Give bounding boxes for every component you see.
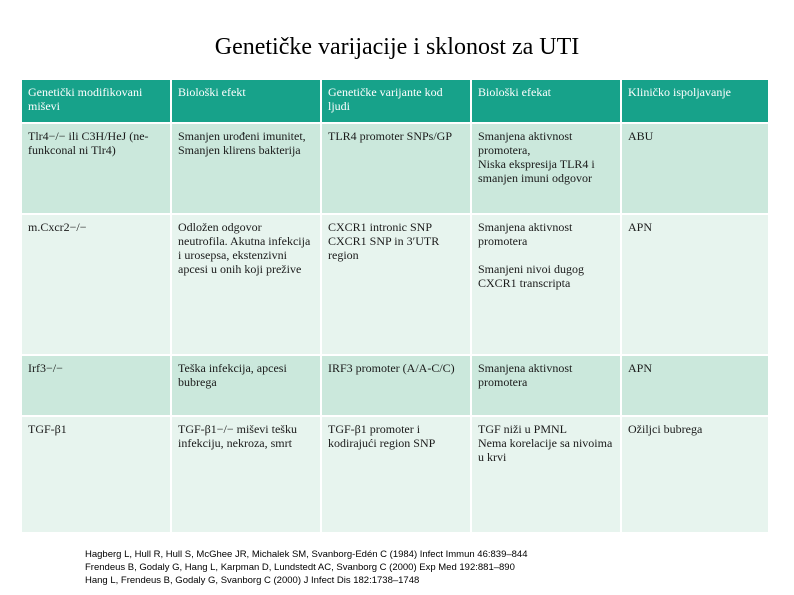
table-cell: TGF niži u PMNL Nema korelacije sa nivoima u krvi (471, 416, 621, 533)
table-cell: TGF-β1−/− miševi tešku infekciju, nekroza, smrt (171, 416, 321, 533)
reference-line: Hang L, Frendeus B, Godaly G, Svanborg C (2000) J Infect Dis 182:1738–1748 (85, 575, 420, 586)
table-cell: Smanjena aktivnost promotera Smanjeni nivoi dugog CXCR1 transcripta (471, 214, 621, 355)
table-cell: m.Cxcr2−/− (21, 214, 171, 355)
table-row (21, 355, 769, 416)
table-cell: APN (621, 214, 769, 355)
table-cell: Irf3−/− (21, 355, 171, 416)
table-cell: Ožiljci bubrega (621, 416, 769, 533)
table-cell: TGF-β1 (21, 416, 171, 533)
table-row (21, 123, 769, 214)
table-row (21, 416, 769, 533)
header-cell: Genetički modifikovani miševi (21, 79, 171, 123)
table-cell: Smanjena aktivnost promotera (471, 355, 621, 416)
table-cell: IRF3 promoter (A/A-C/C) (321, 355, 471, 416)
table-cell: TLR4 promoter SNPs/GP (321, 123, 471, 214)
table-cell: Odložen odgovor neutrofila. Akutna infekcija i urosepsa, ekstenzivni apcesi u onih koji prežive (171, 214, 321, 355)
header-cell: Biološki efekt (171, 79, 321, 123)
reference-line: Hagberg L, Hull R, Hull S, McGhee JR, Michalek SM, Svanborg-Edén C (1984) Infect Immun 46:839–844 (85, 549, 528, 560)
table-cell: Tlr4−/− ili C3H/HeJ (ne-funkconal ni Tlr4) (21, 123, 171, 214)
table-cell: APN (621, 355, 769, 416)
header-cell: Kliničko ispoljavanje (621, 79, 769, 123)
table-cell: ABU (621, 123, 769, 214)
table-cell: CXCR1 intronic SNP CXCR1 SNP in 3′UTR region (321, 214, 471, 355)
header-cell: Biološki efekat (471, 79, 621, 123)
table-row (21, 214, 769, 355)
table-cell: Teška infekcija, apcesi bubrega (171, 355, 321, 416)
table-header-row (21, 79, 769, 123)
reference-line: Frendeus B, Godaly G, Hang L, Karpman D, Lundstedt AC, Svanborg C (2000) Exp Med 192:881–890 (85, 562, 515, 573)
table-cell: TGF-β1 promoter i kodirajući region SNP (321, 416, 471, 533)
table-cell: Smanjen urođeni imunitet, Smanjen klirens bakterija (171, 123, 321, 214)
header-cell: Genetičke varijante kod ljudi (321, 79, 471, 123)
table-cell: Smanjena aktivnost promotera, Niska ekspresija TLR4 i smanjen imuni odgovor (471, 123, 621, 214)
references (85, 548, 725, 587)
genetic-variation-table (20, 78, 770, 534)
page-title: Genetičke varijacije i sklonost za UTI (214, 34, 580, 60)
